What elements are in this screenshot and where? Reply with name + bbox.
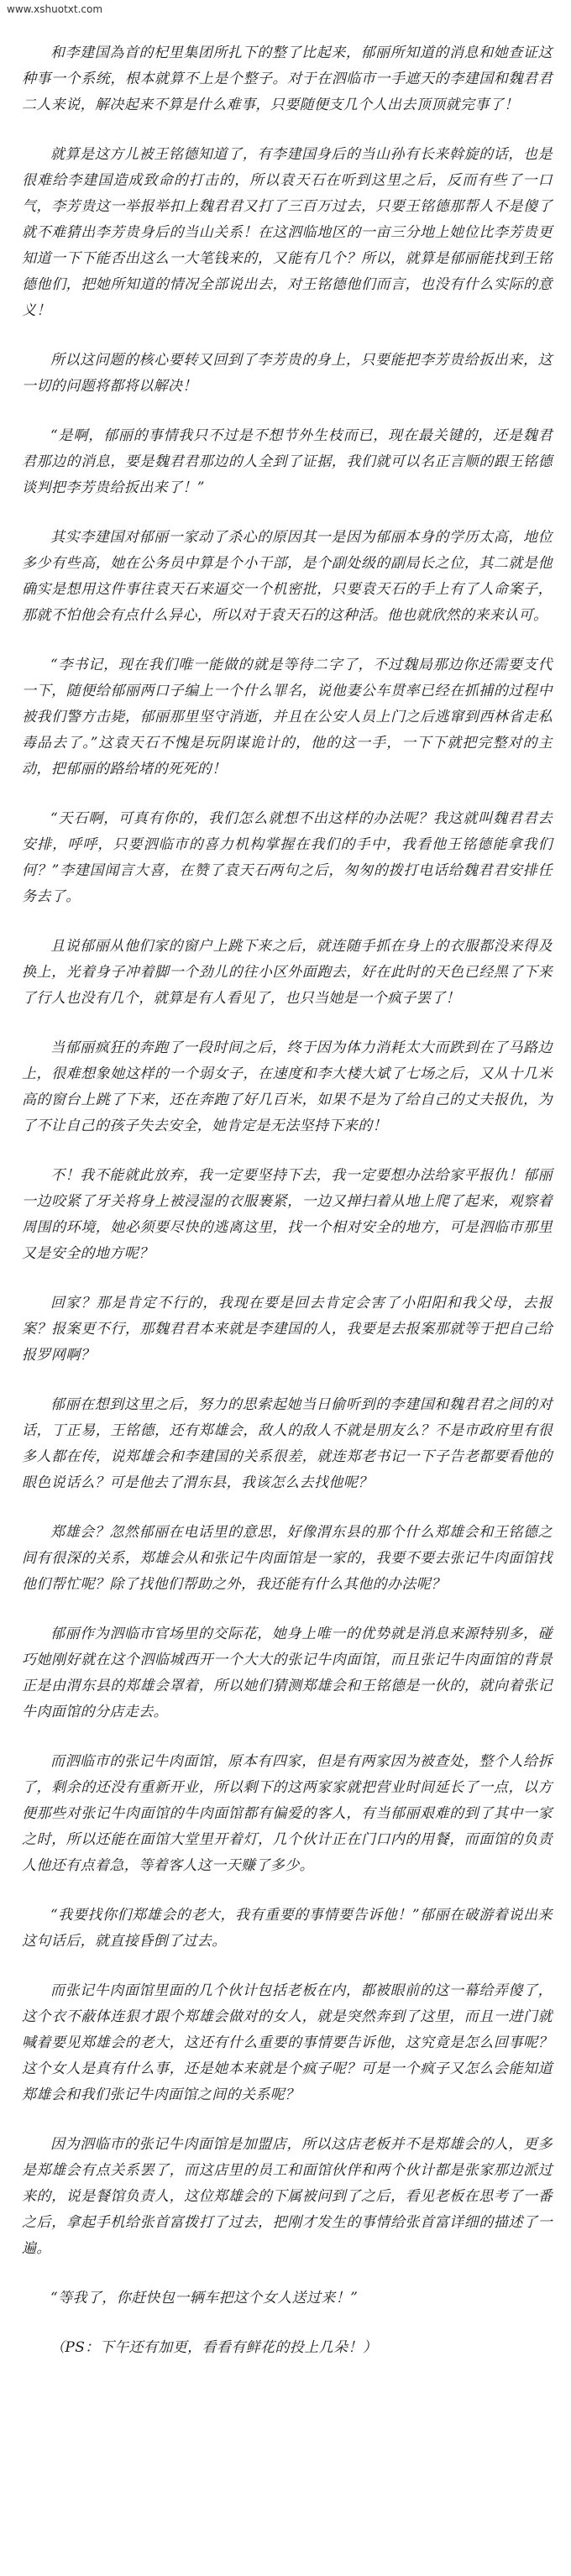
- paragraph: 郁丽作为泗临市官场里的交际花，她身上唯一的优势就是消息来源特别多，碰巧她刚好就在这个泗临城西开一个大大的张记牛肉面馆，而且张记牛肉面馆的背景正是由渭东县的郑雄会罩着，所以她们猜测郑雄会和王铭德是一伙的，就向着张记牛肉面馆的分店走去。: [22, 1626, 553, 1720]
- paragraph: 就算是这方儿被王铭德知道了，有李建国身后的当山孙有长来斡旋的话，也是很难给李建国造成致命的打击的，所以袁天石在听到这里之后，反而有些了一口气，李芳贵这一举报举扣上魏君君又打了三百万过去，只要王铭德那帮人不是傻了就不难猜出李芳贵身后的当山关系！在这泗临地区的一亩三分地上她位比李芳贵更知道一下下能否出这么一大笔钱来的，又能有几个？所以，就算是郁丽能找到王铭德他们，把她所知道的情况全部说出去，对王铭德他们而言，也没有什么实际的意义！: [22, 146, 553, 319]
- paragraph: 郁丽在想到这里之后，努力的思索起她当日偷听到的李建国和魏君君之间的对话，丁正易，王铭德，还有郑雄会，敌人的敌人不就是朋友么？不是市政府里有很多人都在传，说郑雄会和李建国的关系很差，就连郑老书记一下子告老都要看他的眼色说话么？可是他去了渭东县，我该怎么去找他呢？: [22, 1396, 553, 1491]
- paragraph: 郑雄会？忽然郁丽在电话里的意思，好像渭东县的那个什么郑雄会和王铭德之间有很深的关系，郑雄会从和张记牛肉面馆是一家的，我要不要去张记牛肉面馆找他们帮忙呢？除了找他们帮助之外，我还能有什么其他的办法呢？: [22, 1524, 553, 1593]
- paragraph: 且说郁丽从他们家的窗户上跳下来之后，就连随手抓在身上的衣服都没来得及换上，光着身子冲着脚一个劲儿的往小区外面跑去，好在此时的天色已经黑了下来了行人也没有几个，就算是有人看见了，也只当她是一个疯子罢了！: [22, 938, 553, 1007]
- paragraph: 当郁丽疯狂的奔跑了一段时间之后，终于因为体力消耗太大而跌到在了马路边上，很难想象她这样的一个弱女子，在速度和李大楼大斌了七场之后，又从十几米高的窗台上跳了下来，还在奔跑了好几百米，如果不是为了给自己的丈夫报仇，为了不让自己的孩子失去安全，她肯定是无法坚持下来的！: [22, 1039, 553, 1134]
- paragraph: “李书记，现在我们唯一能做的就是等待二字了，不过魏局那边你还需要支代一下，随便给郁丽两口子编上一个什么罪名，说他妻公车贯率已经在抓捕的过程中被我们警方击毙，郁丽那里坚守消逝，并且在公安人员上门之后逃窜到西林省走私毒品去了。”这袁天石不愧是玩阴谋诡计的，他的这一手，一下下就把完整对的主动，把郁丽的路给堵的死死的！: [22, 657, 553, 778]
- paragraph: 回家？那是肯定不行的，我现在要是回去肯定会害了小阳阳和我父母，去报案？报案更不行，那魏君君本来就是李建国的人，我要是去报案那就等于把自己给报罗网啊？: [22, 1295, 553, 1364]
- paragraph: 和李建国為首的杞里集团所扎下的整了比起来，郁丽所知道的消息和她查证这种事一个系统，根本就算不上是个整子。对于在泗临市一手遮天的李建国和魏君君二人来说，解决起来不算是什么难事，只要随便支几个人出去顶顶就完事了！: [22, 45, 553, 113]
- paragraph: “等我了，你赶快包一辆车把这个女人送过来！”: [50, 2290, 359, 2306]
- site-url[interactable]: www.xshuotxt.com: [7, 3, 103, 15]
- paragraph: 其实李建国对郁丽一家动了杀心的原因其一是因为郁丽本身的学历太高，地位多少有些高，她在公务员中算是个小干部，是个副处级的副局长之位，其二就是他确实是想用这件事往袁天石来逼交一个机密批，只要袁天石的手上有了人命案子，那就不怕他会有点什么异心，所以对于袁天石的这种活。他也就欣然的来来认可。: [22, 529, 553, 624]
- paragraph: 而泗临市的张记牛肉面馆，原本有四家，但是有两家因为被查处，整个人给拆了，剩余的还没有重新开业，所以剩下的这两家家就把营业时间延长了一点，以方便那些对张记牛肉面馆的牛肉面馆都有偏爱的客人，有当郁丽艰难的到了其中一家之时，所以还能在面馆大堂里开着灯，几个伙计正在门口内的用餐，而面馆的负责人他还有点着急，等着客人这一天赚了多少。: [22, 1753, 553, 1874]
- paragraph: 不！我不能就此放弃，我一定要坚持下去，我一定要想办法给家平报仇！郁丽一边咬紧了牙关将身上被浸湿的衣服裹紧，一边又掸扫着从地上爬了起来，观察着周围的环境，她必须要尽快的逃离这里，找一个相对安全的地方，可是泗临市那里又是安全的地方呢？: [22, 1167, 553, 1262]
- paragraph: “天石啊，可真有你的，我们怎么就想不出这样的办法呢？我这就叫魏君君去安排，呼呼，只要泗临市的喜力机构掌握在我们的手中，我看他王铭德能拿我们何？”李建国闻言大喜，在赞了袁天石两句之后，匆匆的拨打电话给魏君君安排任务去了。: [22, 810, 553, 905]
- ps-note: （PS：下午还有加更，看看有鲜花的投上几朵！）: [50, 2339, 378, 2356]
- paragraph: 所以这问题的核心要转又回到了李芳贵的身上，只要能把李芳贵给扳出来，这一切的问题将都将以解决！: [22, 352, 553, 395]
- paragraph: “是啊，郁丽的事情我只不过是不想节外生枝而已，现在最关键的，还是魏君君那边的消息，要是魏君君那边的人全到了证据，我们就可以名正言顺的跟王铭德谈判把李芳贵给扳出来了！”: [22, 427, 553, 496]
- paragraph: 而张记牛肉面馆里面的几个伙计包括老板在内，都被眼前的这一幕给弄傻了，这个衣不蔽体连狠才跟个郑雄会做对的女人，就是突然奔到了这里，而且一进门就喊着要见郑雄会的老大，这还有什么重要的事情要告诉他，这究竟是怎么回事呢？这个女人是真有什么事，还是她本来就是个疯子呢？可是一个疯子又怎么会能知道郑雄会和我们张记牛肉面馆之间的关系呢？: [22, 1982, 553, 2103]
- paragraph: “我要找你们郑雄会的老大，我有重要的事情要告诉他！”郁丽在破游着说出来这句话后，就直接昏倒了过去。: [22, 1907, 553, 1950]
- chapter-content: [22, 40, 553, 2361]
- paragraph: 因为泗临市的张记牛肉面馆是加盟店，所以这店老板并不是郑雄会的人，更多是郑雄会有点关系罢了，而这店里的员工和面馆伙伴和两个伙计都是张家那边派过来的，说是餐馆负责人，这位郑雄会的下属被问到了之后，看见老板在思考了一番之后，拿起手机给张首富拨打了过去，把刚才发生的事情给张首富详细的描述了一遍。: [22, 2136, 553, 2257]
